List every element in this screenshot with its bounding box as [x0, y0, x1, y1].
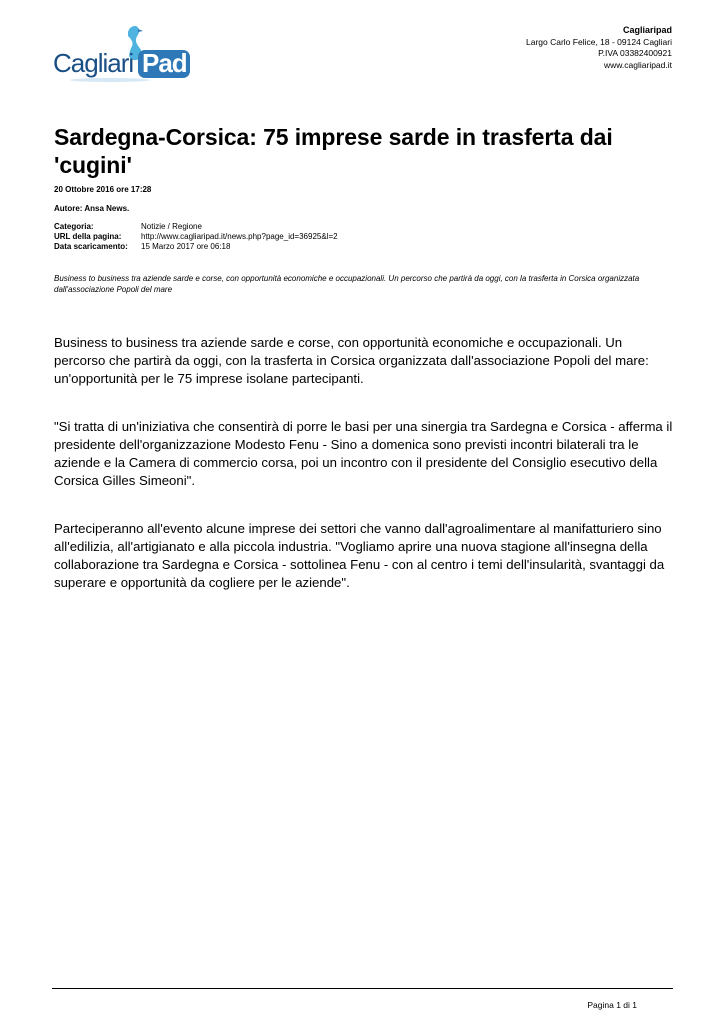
logo-text-light: Cagliari — [53, 48, 134, 78]
meta-label: URL della pagina: — [54, 232, 122, 241]
article-meta — [54, 222, 338, 252]
article-paragraph: Business to business tra aziende sarde e corse, con opportunità economiche e occupazionali. Un percorso che partirà da oggi, con la trasferta in Corsica organizzata dall'associazione Popoli del mare: un'opportunità per le 75 imprese isolane partecipanti. — [54, 335, 649, 386]
meta-row-category — [54, 222, 338, 232]
cagliaripad-logo — [50, 22, 192, 84]
company-name: Cagliaripad — [622, 25, 672, 35]
company-vat: P.IVA 03382400921 — [598, 48, 672, 58]
article-summary: Business to business tra aziende sarde e corse, con opportunità economiche e occupazionali. Un percorso che partirà da oggi, con la trasferta in Corsica organizzata dall'associazione Popoli del mare — [54, 274, 640, 294]
meta-row-url — [54, 232, 338, 242]
meta-value: Notizie / Regione — [141, 222, 202, 231]
logo-text-bold: Pad — [142, 48, 187, 78]
company-address: Largo Carlo Felice, 18 - 09124 Cagliari — [526, 36, 672, 47]
article-paragraph: Parteciperanno all'evento alcune imprese dei settori che vanno dall'agroalimentare al manifatturiero sino all'edilizia, all'artigianato e alla piccola industria. "Vogliamo aprire una nuova stagione all'insegna della collaborazione tra Sardegna e Corsica - sottolinea Fenu - con al centro i temi dell'insularità, svantaggi da superare e opportunità da cogliere per le aziende". — [54, 521, 665, 590]
article-title: Sardegna-Corsica: 75 imprese sarde in trasferta dai 'cugini' — [54, 124, 613, 178]
meta-row-download — [54, 242, 338, 252]
article-body — [54, 334, 674, 622]
meta-url-link[interactable]: http://www.cagliaripad.it/news.php?page_id=36925&l=2 — [141, 232, 338, 241]
article-author: Autore: Ansa News. — [54, 204, 130, 213]
meta-label: Categoria: — [54, 222, 94, 231]
meta-value: 15 Marzo 2017 ore 06:18 — [141, 242, 231, 251]
footer-divider — [52, 988, 673, 989]
company-website[interactable]: www.cagliaripad.it — [603, 59, 672, 70]
article-paragraph: "Si tratta di un'iniziativa che consentirà di porre le basi per una sinergia tra Sardegna e Corsica - afferma il presidente dell'organizzazione Modesto Fenu - Sino a domenica sono previsti incontri bilaterali tra le aziende e la Camera di commercio corsa, poi un incontro con il presidente del Consiglio esecutivo della Corsica Gilles Simeoni". — [54, 419, 673, 488]
page-number: Pagina 1 di 1 — [587, 1000, 637, 1010]
company-info — [526, 25, 672, 71]
article-date: 20 Ottobre 2016 ore 17:28 — [54, 185, 152, 194]
meta-label: Data scaricamento: — [54, 242, 128, 251]
flamingo-icon — [50, 22, 192, 84]
